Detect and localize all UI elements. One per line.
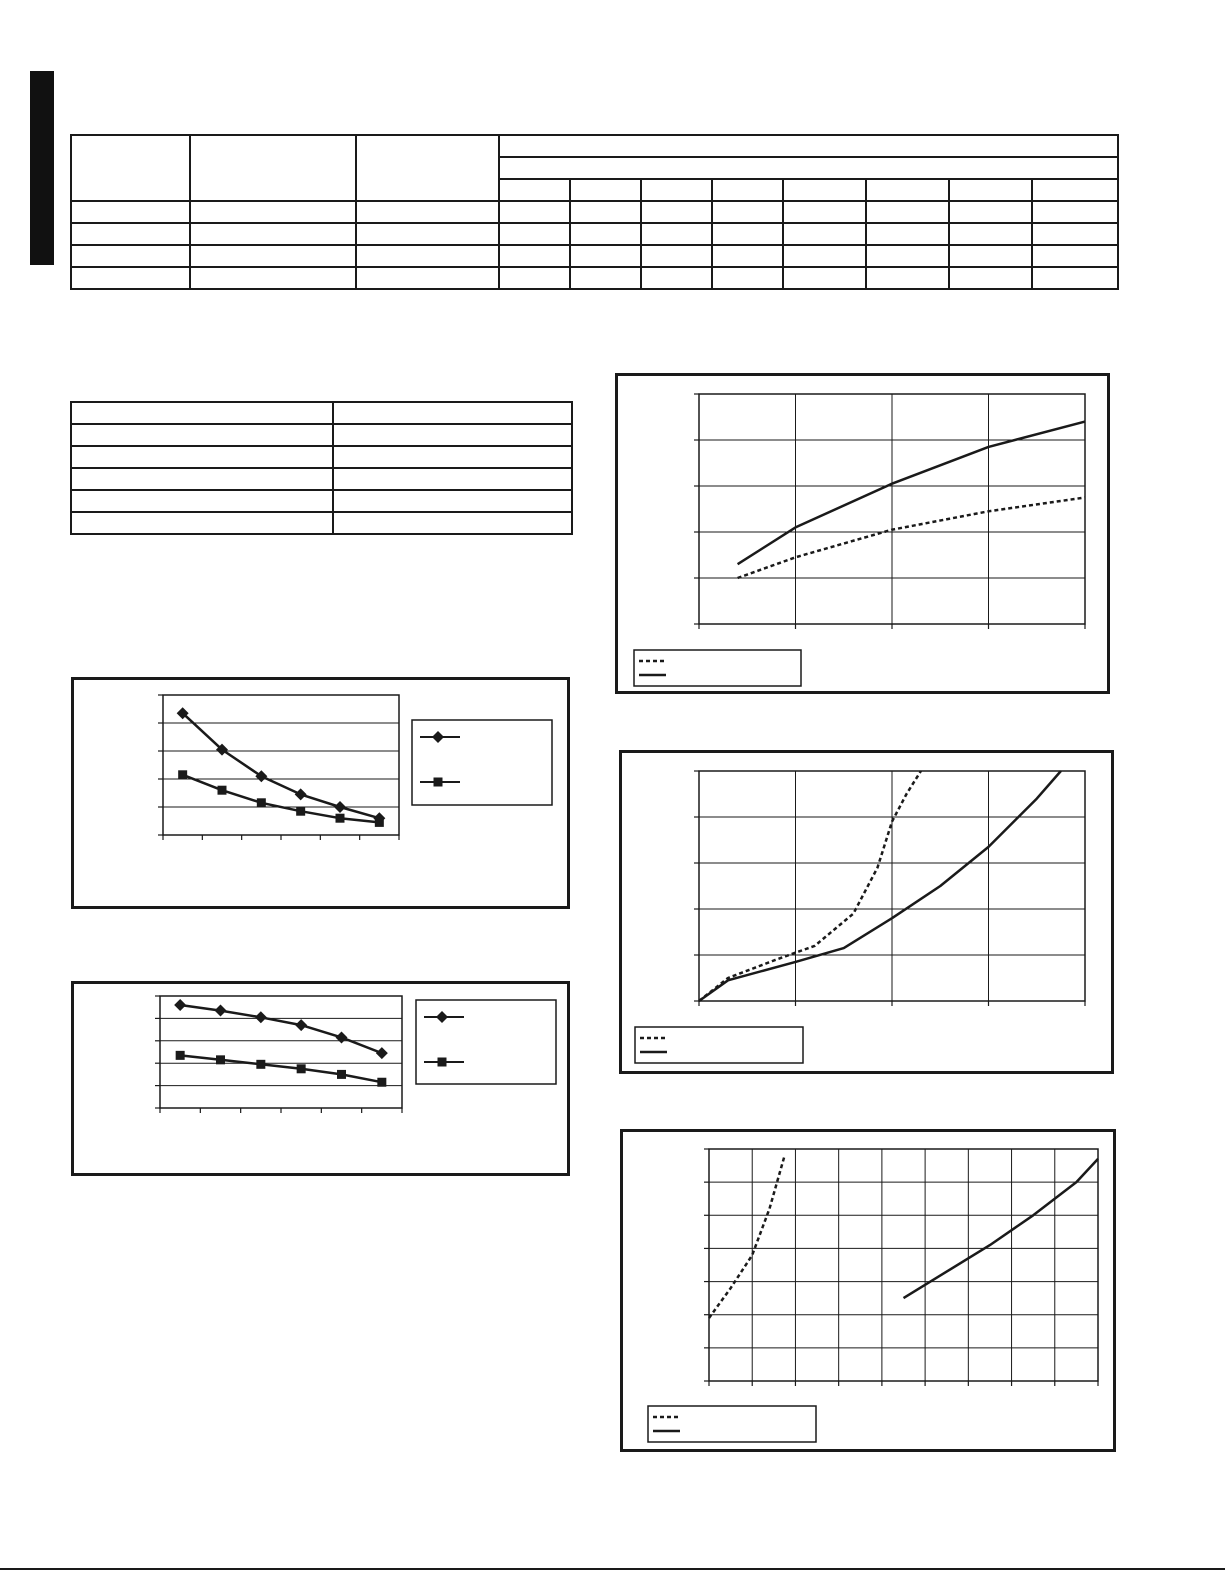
table-row [71, 245, 1118, 267]
section-tab-marker [30, 71, 54, 265]
chart-c [618, 376, 1107, 691]
spec-subheader-cell [783, 179, 866, 201]
spec-subheader-cell [866, 179, 949, 201]
table-row [71, 223, 1118, 245]
spec-subheader-cell [1032, 179, 1118, 201]
chart-e [623, 1132, 1113, 1449]
table-row [71, 424, 572, 446]
square-marker [377, 1078, 386, 1087]
square-marker [216, 1055, 225, 1064]
spec-subheader-cell [499, 179, 570, 201]
chart-a [74, 680, 567, 906]
table-row [71, 468, 572, 490]
spec-header-cell [71, 135, 190, 201]
table-row [71, 402, 572, 424]
chart-e-frame [620, 1129, 1116, 1452]
square-marker [337, 1070, 346, 1079]
chart-b [74, 984, 567, 1173]
spec-subheader-cell [570, 179, 641, 201]
spec-subheader-cell [641, 179, 712, 201]
spec-header-cell [499, 157, 1118, 179]
table-row [71, 490, 572, 512]
square-marker [336, 814, 345, 823]
square-marker [218, 786, 227, 795]
plot-area [709, 1149, 1098, 1381]
chart-d-frame [619, 750, 1114, 1074]
square-marker [296, 807, 305, 816]
square-marker [256, 1060, 265, 1069]
spec-table [70, 134, 1119, 290]
spec-header-cell [499, 135, 1118, 157]
legend-square-marker [438, 1058, 447, 1067]
chart-d [622, 753, 1111, 1071]
square-marker [375, 818, 384, 827]
chart-a-frame [71, 677, 570, 909]
chart-b-frame [71, 981, 570, 1176]
spec-header-cell [356, 135, 499, 201]
spec-header-cell [190, 135, 356, 201]
plot-area [160, 996, 402, 1108]
small-table [70, 401, 573, 535]
table-row [71, 446, 572, 468]
legend-box [416, 1000, 556, 1084]
spec-subheader-cell [712, 179, 783, 201]
table-row [71, 512, 572, 534]
table-row [71, 201, 1118, 223]
square-marker [257, 798, 266, 807]
legend-box [648, 1406, 816, 1442]
square-marker [297, 1064, 306, 1073]
square-marker [178, 770, 187, 779]
legend-box [412, 720, 552, 805]
legend-square-marker [434, 778, 443, 787]
legend-box [634, 650, 801, 686]
chart-c-frame [615, 373, 1110, 694]
spec-subheader-cell [949, 179, 1032, 201]
square-marker [176, 1051, 185, 1060]
table-row [71, 267, 1118, 289]
legend-box [635, 1027, 803, 1063]
footer-rule [0, 1568, 1225, 1570]
